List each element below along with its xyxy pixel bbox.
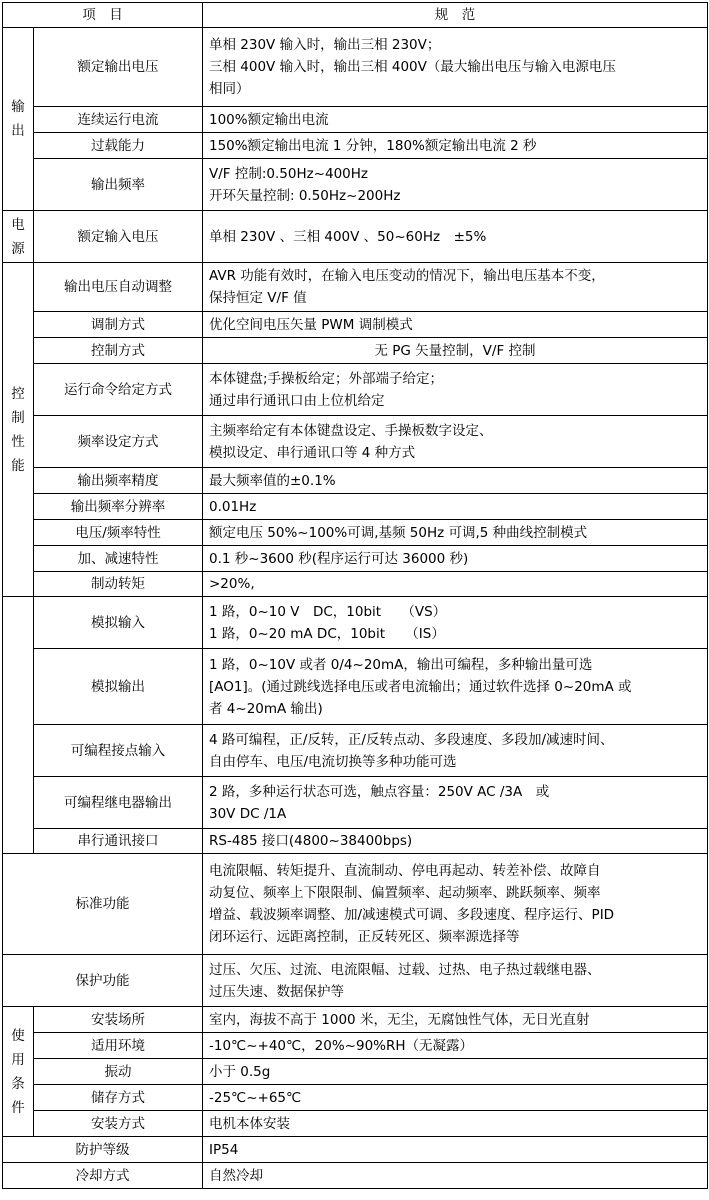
row-label: 电压/频率特性 bbox=[34, 520, 203, 546]
table-row bbox=[3, 1007, 708, 1033]
row-label: 加、减速特性 bbox=[34, 546, 203, 572]
table-row bbox=[3, 572, 708, 597]
row-label: 冷却方式 bbox=[3, 1163, 203, 1189]
group-output: 输 出 bbox=[3, 28, 34, 211]
group-control: 控 制 性 能 bbox=[3, 263, 34, 597]
row-value: 额定电压 50%~100%可调,基频 50Hz 可调,5 种曲线控制模式 bbox=[203, 520, 708, 546]
table-row bbox=[3, 777, 708, 829]
row-label: 制动转矩 bbox=[34, 572, 203, 597]
table-row bbox=[3, 829, 708, 854]
table-row bbox=[3, 1085, 708, 1111]
group-io bbox=[3, 597, 34, 854]
row-label: 额定输出电压 bbox=[34, 28, 203, 107]
group-usage: 使 用 条 件 bbox=[3, 1007, 34, 1137]
table-row bbox=[3, 263, 708, 312]
table-row bbox=[3, 312, 708, 338]
row-label: 安装场所 bbox=[34, 1007, 203, 1033]
table-row bbox=[3, 725, 708, 777]
row-value: -25℃~+65℃ bbox=[203, 1085, 708, 1111]
row-value: 1 路，0~10 V DC，10bit （VS） 1 路，0~20 mA DC，10bit （IS） bbox=[203, 597, 708, 649]
row-value: 4 路可编程，正/反转，正/反转点动、多段速度、多段加/减速时间、 自由停车、电压/电流切换等多种功能可选 bbox=[203, 725, 708, 777]
row-value: 电机本体安装 bbox=[203, 1111, 708, 1137]
table-row bbox=[3, 494, 708, 520]
row-label: 可编程继电器输出 bbox=[34, 777, 203, 829]
group-power: 电 源 bbox=[3, 211, 34, 263]
row-value: 150%额定输出电流 1 分钟，180%额定输出电流 2 秒 bbox=[203, 133, 708, 159]
table-row bbox=[3, 468, 708, 494]
table-row bbox=[3, 133, 708, 159]
row-value: 主频率给定有本体键盘设定、手操板数字设定、 模拟设定、串行通讯口等 4 种方式 bbox=[203, 416, 708, 468]
row-value: RS-485 接口(4800~38400bps) bbox=[203, 829, 708, 854]
row-label: 防护等级 bbox=[3, 1137, 203, 1163]
row-label: 运行命令给定方式 bbox=[34, 364, 203, 416]
table-row bbox=[3, 364, 708, 416]
row-value: 小于 0.5g bbox=[203, 1059, 708, 1085]
row-value: >20%, bbox=[203, 572, 708, 597]
table-row bbox=[3, 1059, 708, 1085]
header-item: 项 目 bbox=[3, 3, 203, 28]
table-row bbox=[3, 416, 708, 468]
row-value: 最大频率值的±0.1% bbox=[203, 468, 708, 494]
table-row bbox=[3, 1033, 708, 1059]
row-label: 调制方式 bbox=[34, 312, 203, 338]
row-value: 单相 230V 、三相 400V 、50~60Hz ±5% bbox=[203, 211, 708, 263]
row-value: 100%额定输出电流 bbox=[203, 107, 708, 133]
row-value: 无 PG 矢量控制，V/F 控制 bbox=[203, 338, 708, 364]
header-spec: 规 范 bbox=[203, 3, 708, 28]
row-value: 自然冷却 bbox=[203, 1163, 708, 1189]
row-label: 输出频率精度 bbox=[34, 468, 203, 494]
header-row bbox=[3, 3, 708, 28]
row-label: 模拟输出 bbox=[34, 649, 203, 725]
table-row bbox=[3, 955, 708, 1007]
row-label: 保护功能 bbox=[3, 955, 203, 1007]
row-value: 0.1 秒~3600 秒(程序运行可达 36000 秒) bbox=[203, 546, 708, 572]
table-row bbox=[3, 159, 708, 211]
table-row bbox=[3, 338, 708, 364]
row-value: 本体键盘;手操板给定；外部端子给定； 通过串行通讯口由上位机给定 bbox=[203, 364, 708, 416]
row-label: 安装方式 bbox=[34, 1111, 203, 1137]
row-label: 输出频率分辨率 bbox=[34, 494, 203, 520]
row-label: 适用环境 bbox=[34, 1033, 203, 1059]
row-value: IP54 bbox=[203, 1137, 708, 1163]
row-label: 输出频率 bbox=[34, 159, 203, 211]
row-value: 0.01Hz bbox=[203, 494, 708, 520]
row-label: 输出电压自动调整 bbox=[34, 263, 203, 312]
row-value: 优化空间电压矢量 PWM 调制模式 bbox=[203, 312, 708, 338]
row-label: 过载能力 bbox=[34, 133, 203, 159]
row-label: 振动 bbox=[34, 1059, 203, 1085]
table-row bbox=[3, 1111, 708, 1137]
table-row bbox=[3, 649, 708, 725]
row-value: V/F 控制:0.50Hz~400Hz 开环矢量控制: 0.50Hz~200Hz bbox=[203, 159, 708, 211]
row-value: 1 路，0~10V 或者 0/4~20mA，输出可编程，多种输出量可选 [AO1]。(通过跳线选择电压或者电流输出；通过软件选择 0~20mA 或 者 4~20mA 输出) bbox=[203, 649, 708, 725]
row-value: 室内，海拔不高于 1000 米，无尘，无腐蚀性气体，无日光直射 bbox=[203, 1007, 708, 1033]
table-row bbox=[3, 546, 708, 572]
row-value: -10℃~+40℃，20%~90%RH（无凝露） bbox=[203, 1033, 708, 1059]
row-label: 储存方式 bbox=[34, 1085, 203, 1111]
table-row bbox=[3, 1137, 708, 1163]
table-row bbox=[3, 520, 708, 546]
row-label: 可编程接点输入 bbox=[34, 725, 203, 777]
row-label: 连续运行电流 bbox=[34, 107, 203, 133]
row-label: 控制方式 bbox=[34, 338, 203, 364]
row-value: AVR 功能有效时，在输入电压变动的情况下，输出电压基本不变， 保持恒定 V/F 值 bbox=[203, 263, 708, 312]
table-row bbox=[3, 211, 708, 263]
row-label: 模拟输入 bbox=[34, 597, 203, 649]
row-value: 2 路，多种运行状态可选，触点容量：250V AC /3A 或 30V DC /1A bbox=[203, 777, 708, 829]
row-value: 电流限幅、转矩提升、直流制动、停电再起动、转差补偿、故障自 动复位、频率上下限限制、偏置频率、起动频率、跳跃频率、频率 增益、载波频率调整、加/减速模式可调、多段速度、程序运行、PID 闭环运行、远距离控制，正反转死区、频率源选择等 bbox=[203, 854, 708, 955]
table-row bbox=[3, 28, 708, 107]
row-label: 串行通讯接口 bbox=[34, 829, 203, 854]
row-label: 频率设定方式 bbox=[34, 416, 203, 468]
table-row bbox=[3, 597, 708, 649]
table-row bbox=[3, 107, 708, 133]
row-value: 过压、欠压、过流、电流限幅、过载、过热、电子热过载继电器、 过压失速、数据保护等 bbox=[203, 955, 708, 1007]
table-row bbox=[3, 854, 708, 955]
spec-table bbox=[2, 2, 708, 1189]
row-value: 单相 230V 输入时，输出三相 230V； 三相 400V 输入时，输出三相 400V（最大输出电压与输入电源电压 相同） bbox=[203, 28, 708, 107]
row-label: 标准功能 bbox=[3, 854, 203, 955]
table-row bbox=[3, 1163, 708, 1189]
row-label: 额定输入电压 bbox=[34, 211, 203, 263]
